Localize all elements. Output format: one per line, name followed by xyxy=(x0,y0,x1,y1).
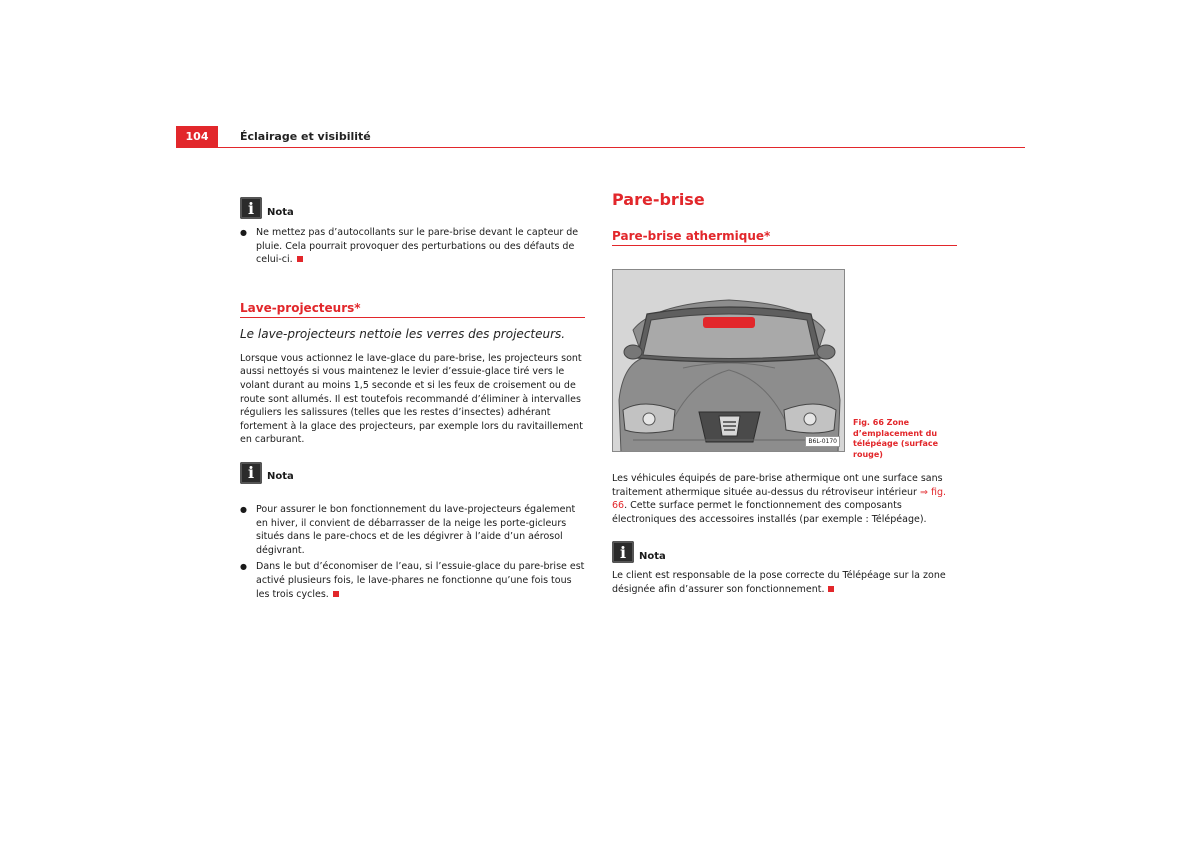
info-icon: i xyxy=(240,462,262,484)
section-paragraph: Lorsque vous actionnez le lave-glace du pare-brise, les projecteurs sont aussi nettoyés si vous maintenez le levier d’essuie-glace tiré vers le volant durant au moins 1,5 seconde et si les feux de croisement ou de route sont allumés. Il est toutefois recommandé d’éliminer à intervalles réguliers les salissures (telles que les restes d’insectes) adhérant fortement à la glace des projecteurs, par exemple lors du ravitaillement en carburant. xyxy=(240,352,583,446)
note-bullet xyxy=(240,226,585,267)
end-of-section-marker xyxy=(828,586,834,592)
page-number: 104 xyxy=(176,126,218,148)
info-icon: i xyxy=(240,197,262,219)
note-title: Nota xyxy=(267,471,294,483)
section-headlight-washer xyxy=(240,301,585,447)
section-lead: Le lave-projecteurs nettoie les verres des projecteurs. xyxy=(240,326,566,341)
car-front-illustration xyxy=(613,270,845,452)
note-headlight-washer xyxy=(240,461,585,601)
figure-reference-link[interactable]: ⇒ fig. 66 xyxy=(612,486,947,512)
header-divider xyxy=(176,147,1025,148)
chapter-title: Éclairage et visibilité xyxy=(240,130,371,143)
note-header xyxy=(240,461,585,485)
note-header xyxy=(612,540,957,564)
paragraph-text: Les véhicules équipés de pare-brise athermique ont une surface sans traitement athermique située au-dessus du rétroviseur intérieur xyxy=(612,473,943,498)
info-icon: i xyxy=(612,541,634,563)
note-bullet xyxy=(240,560,585,601)
right-column-text xyxy=(612,472,957,597)
page-section-title: Pare-brise xyxy=(612,190,705,209)
note-header xyxy=(240,196,585,220)
note-bullet-text: Ne mettez pas d’autocollants sur le pare-brise devant le capteur de pluie. Cela pourrait provoquer des perturbations ou des défauts de celui-ci. xyxy=(256,227,579,266)
note-bullet-text: Dans le but d’économiser de l’eau, si l’essuie-glace du pare-brise est activé plusieurs fois, le lave-phares ne fonctionne qu’une fois tous les trois cycles. xyxy=(256,561,585,600)
figure-caption: Fig. 66 Zone d’emplacement du télépéage (surface rouge) xyxy=(853,418,939,459)
right-column xyxy=(612,190,957,246)
note-text xyxy=(612,569,957,596)
end-of-section-marker xyxy=(333,591,339,597)
page-header xyxy=(176,126,1025,150)
note-title: Nota xyxy=(639,550,666,562)
figure-windshield-toll-zone xyxy=(612,269,845,452)
note-bullet: ● Pour assurer le bon fonctionnement du lave-projecteurs également en hiver, il convient de débarrasser de la neige les porte-gicleurs situés dans le pare-chocs et de les dégivrer à l’aide d’un aérosol dégivrant. xyxy=(240,503,585,557)
subsection-heading: Pare-brise athermique* xyxy=(612,229,957,246)
windshield-paragraph xyxy=(612,472,957,526)
figure-code: B6L-0170 xyxy=(805,436,840,447)
paragraph-text: . Cette surface permet le fonctionnement des composants électroniques des accessoires installés (par exemple : Télépéage). xyxy=(612,500,927,525)
note-body-text: Le client est responsable de la pose correcte du Télépéage sur la zone désignée afin d’assurer son fonctionnement. xyxy=(612,570,946,595)
end-of-section-marker xyxy=(297,256,303,262)
section-heading: Lave-projecteurs* xyxy=(240,301,585,318)
note-title: Nota xyxy=(267,206,294,218)
note-rain-sensor xyxy=(240,196,585,267)
note-toll xyxy=(612,540,957,596)
left-column xyxy=(240,190,585,601)
